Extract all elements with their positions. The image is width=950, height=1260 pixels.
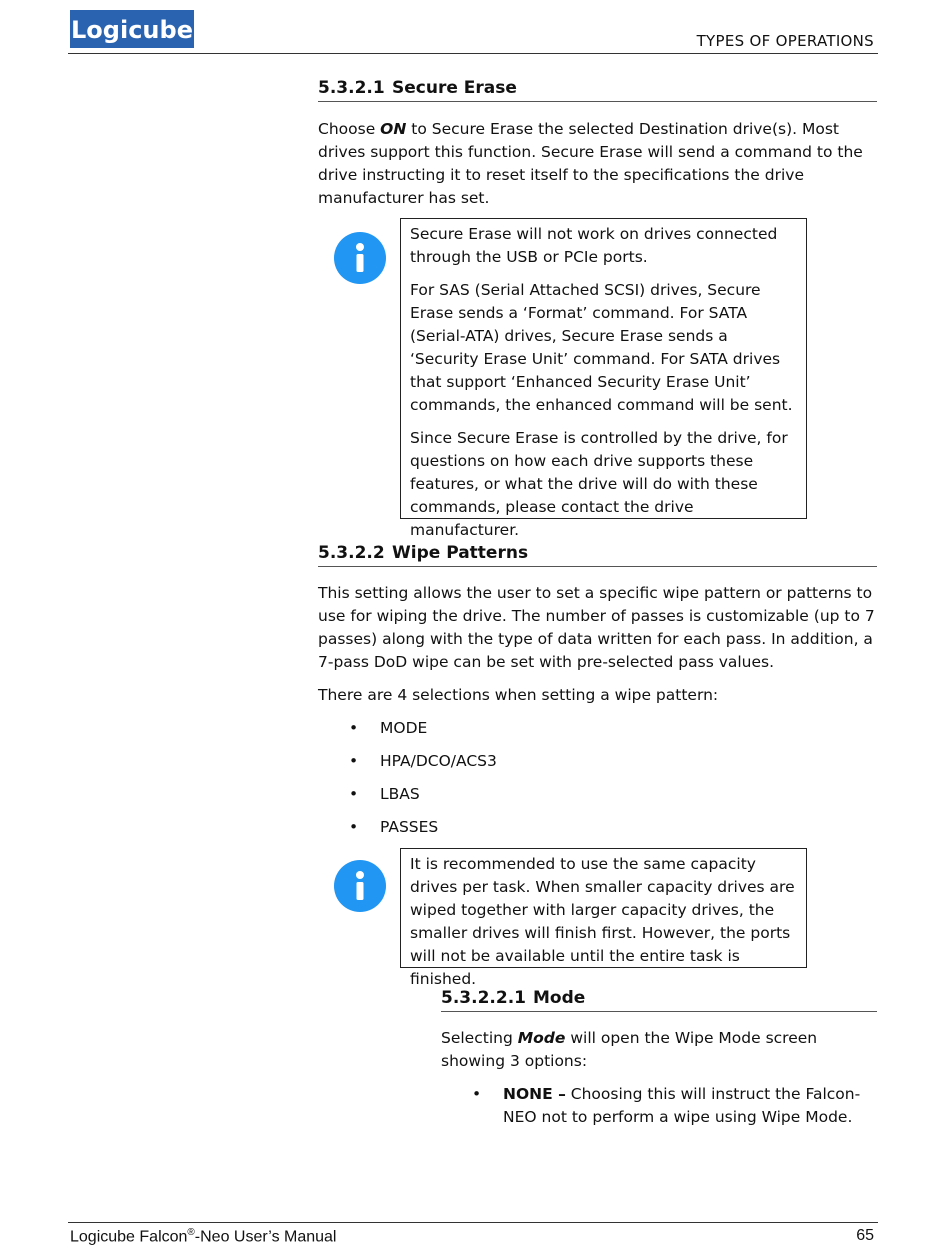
- option-name: NONE –: [503, 1085, 566, 1103]
- heading-mode: [441, 988, 585, 1008]
- logo-text: Logicube: [71, 16, 193, 44]
- wipe-patterns-note: [400, 848, 807, 988]
- header-section-title: TYPES OF OPERATIONS: [696, 32, 874, 50]
- list-item: [349, 816, 649, 849]
- heading-rule: [318, 566, 877, 567]
- bullet-icon: •: [349, 752, 359, 770]
- heading-title: Wipe Patterns: [392, 543, 529, 563]
- intro-text-rest: will open the Wipe Mode screen showing 3 options:: [441, 1029, 818, 1070]
- heading-rule: [441, 1011, 877, 1012]
- manual-title-text-rest: -Neo User’s Manual: [194, 1228, 337, 1246]
- footer-divider: [68, 1222, 878, 1223]
- logicube-logo: [70, 10, 194, 48]
- note-paragraph: Secure Erase will not work on drives connected through the USB or PCIe ports.: [410, 225, 778, 266]
- list-item: [349, 717, 649, 750]
- heading-number: 5.3.2.2.1: [441, 988, 526, 1008]
- wipe-pattern-selections-list: [349, 717, 649, 849]
- manual-title-text: Logicube Falcon: [70, 1228, 188, 1246]
- intro-emphasis: Mode: [517, 1029, 566, 1047]
- list-item: [349, 783, 649, 816]
- wipe-patterns-description: This setting allows the user to set a specific wipe pattern or patterns to use for wiping the drive. The number of passes is customizable (up to 7 passes) along with the type of data written for each pass. In addition, a 7-pass DoD wipe can be set with pre-selected pass values.: [318, 584, 875, 671]
- page-number: 65: [856, 1227, 874, 1244]
- heading-title: Mode: [533, 988, 586, 1008]
- list-item-text: LBAS: [380, 785, 420, 803]
- list-item: [349, 750, 649, 783]
- heading-wipe-patterns: [318, 543, 528, 563]
- heading-number: 5.3.2.2: [318, 543, 385, 563]
- bullet-icon: •: [349, 785, 359, 803]
- heading-number: 5.3.2.1: [318, 78, 385, 98]
- bullet-icon: •: [349, 719, 359, 737]
- intro-text-rest: to Secure Erase the selected Destination drive(s). Most drives support this function. Secure Erase will send a command to the drive instructing it to reset itself to the specifications the drive manufacturer has set.: [318, 120, 863, 207]
- secure-erase-intro: [318, 118, 878, 210]
- info-icon: [334, 860, 386, 912]
- heading-secure-erase: [318, 78, 517, 98]
- footer-manual-title: [70, 1227, 336, 1246]
- intro-text: Selecting: [441, 1029, 518, 1047]
- intro-emphasis: ON: [380, 120, 407, 138]
- list-item-text: HPA/DCO/ACS3: [380, 752, 497, 770]
- heading-rule: [318, 101, 877, 102]
- wipe-patterns-selections-intro: There are 4 selections when setting a wipe pattern:: [318, 686, 719, 704]
- note-paragraph: For SAS (Serial Attached SCSI) drives, Secure Erase sends a ‘Format’ command. For SATA (Serial-ATA) drives, Secure Erase sends a ‘Security Erase Unit’ command. For SATA drives that support ‘Enhanced Security Erase Unit’ commands, the enhanced command will be sent.: [410, 281, 793, 414]
- heading-title: Secure Erase: [392, 78, 517, 98]
- header-divider: [68, 53, 878, 54]
- mode-option-none: [503, 1083, 868, 1129]
- note-paragraph: It is recommended to use the same capacity drives per task. When smaller capacity drives are wiped together with larger capacity drives, the smaller drives will finish first. However, the ports will not be available until the entire task is finished.: [410, 855, 795, 988]
- intro-text: Choose: [318, 120, 381, 138]
- mode-intro: [441, 1027, 841, 1073]
- note-paragraph: Since Secure Erase is controlled by the drive, for questions on how each drive supports these features, or what the drive will do with these commands, please contact the drive manufacturer.: [410, 429, 788, 539]
- bullet-icon: •: [472, 1085, 482, 1103]
- list-item-text: MODE: [380, 719, 428, 737]
- secure-erase-note: [400, 218, 807, 539]
- bullet-icon: •: [349, 818, 359, 836]
- registered-mark: ®: [187, 1227, 195, 1238]
- list-item-text: PASSES: [380, 818, 439, 836]
- option-description: Choosing this will instruct the Falcon-NEO not to perform a wipe using Wipe Mode.: [503, 1085, 861, 1126]
- info-icon: [334, 232, 386, 284]
